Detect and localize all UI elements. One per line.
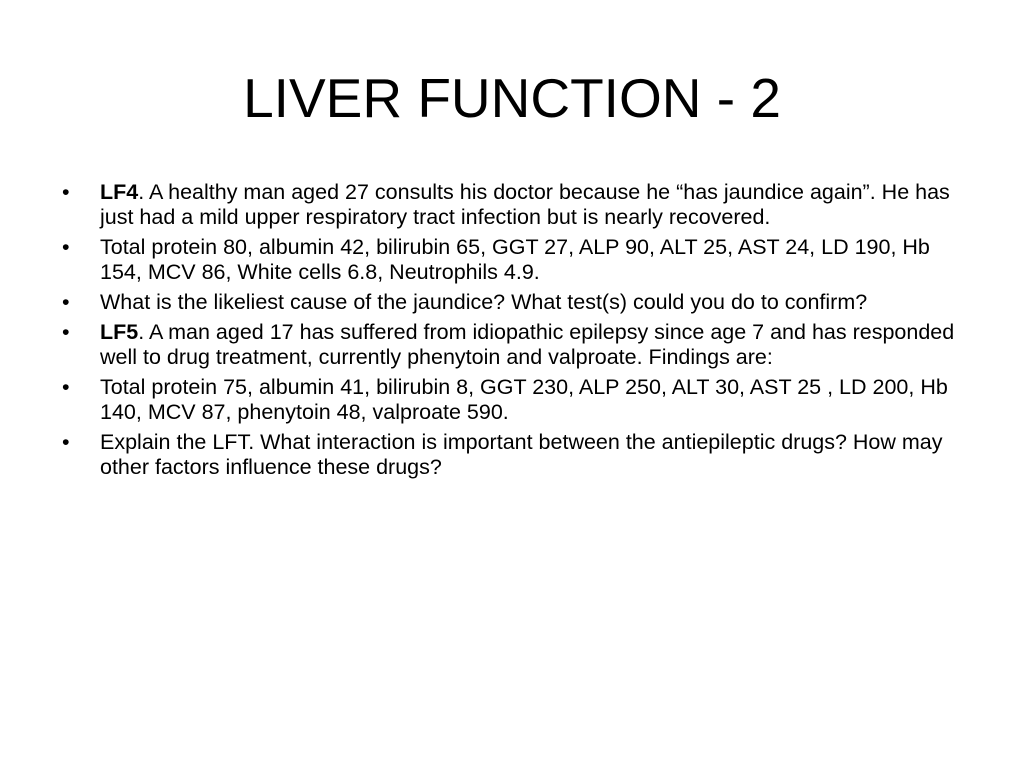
bullet-icon: • — [62, 290, 70, 314]
bullet-item-lf4-results — [62, 235, 972, 285]
bullet-item-lf5-question — [62, 430, 972, 480]
bullet-icon: • — [62, 320, 70, 344]
bullet-text: Explain the LFT. What interaction is important between the antiepileptic drugs? How may other factors influence these drugs? — [100, 430, 943, 479]
slide-title: LIVER FUNCTION - 2 — [243, 67, 781, 129]
bullet-text: Total protein 80, albumin 42, bilirubin 65, GGT 27, ALP 90, ALT 25, AST 24, LD 190, Hb 154, MCV 86, White cells 6.8, Neutrophils 4.9. — [100, 235, 930, 284]
bullet-list — [62, 180, 972, 485]
bullet-text: What is the likeliest cause of the jaundice? What test(s) could you do to confirm? — [100, 290, 868, 314]
bullet-text: . A man aged 17 has suffered from idiopathic epilepsy since age 7 and has responded well to drug treatment, currently phenytoin and valproate. Findings are: — [100, 320, 955, 369]
bullet-icon: • — [62, 430, 70, 454]
bullet-item-lf5-results — [62, 375, 972, 425]
bullet-item-lf4-question — [62, 290, 972, 315]
bullet-text: . A healthy man aged 27 consults his doctor because he “has jaundice again”. He has just had a mild upper respiratory tract infection but is nearly recovered. — [100, 180, 950, 229]
case-label: LF4 — [100, 180, 139, 204]
bullet-text: Total protein 75, albumin 41, bilirubin 8, GGT 230, ALP 250, ALT 30, AST 25 , LD 200, Hb 140, MCV 87, phenytoin 48, valproate 590. — [100, 375, 948, 424]
bullet-item-lf5-case — [62, 320, 972, 370]
bullet-icon: • — [62, 235, 70, 259]
case-label: LF5 — [100, 320, 139, 344]
bullet-icon: • — [62, 375, 70, 399]
bullet-icon: • — [62, 180, 70, 204]
bullet-item-lf4-case — [62, 180, 972, 230]
